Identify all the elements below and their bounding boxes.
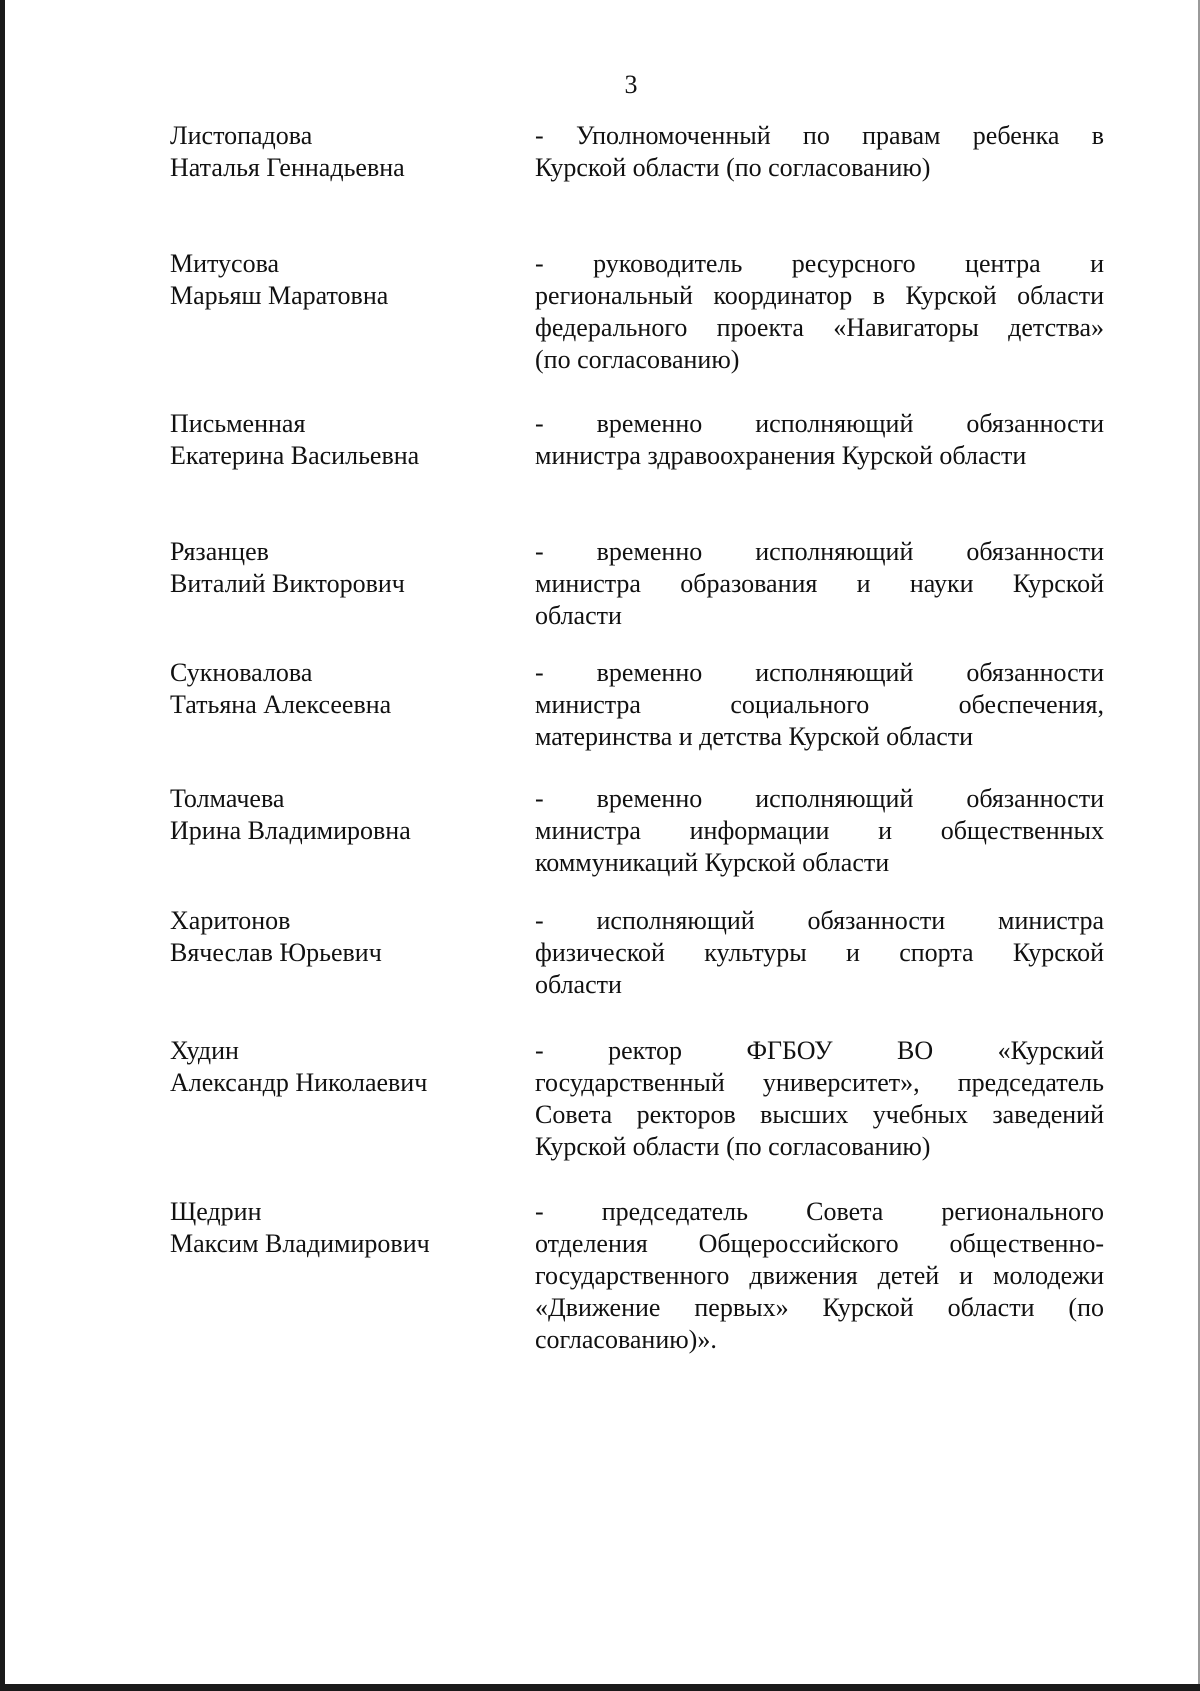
member-role-line: Курской области (по согласованию) [535, 1132, 931, 1161]
member-role-line: области [535, 970, 622, 999]
member-role-line: министра социального обеспечения, [535, 690, 1104, 719]
member-role-line: государственный университет», председатель [535, 1068, 1104, 1097]
member-given-names: Александр Николаевич [170, 1068, 428, 1097]
member-role-line: региональный координатор в Курской области [535, 281, 1104, 310]
member-name [170, 657, 500, 721]
scan-edge-left [0, 0, 5, 1691]
member-name [170, 248, 500, 312]
member-given-names: Вячеслав Юрьевич [170, 938, 382, 967]
member-given-names: Марьяш Маратовна [170, 281, 389, 310]
member-role-line: Курской области (по согласованию) [535, 153, 931, 182]
member-given-names: Максим Владимирович [170, 1229, 430, 1258]
member-surname: Письменная [170, 409, 306, 438]
member-given-names: Виталий Викторович [170, 569, 405, 598]
member-role [535, 783, 1104, 879]
member-role-line: министра информации и общественных [535, 816, 1104, 845]
member-name [170, 783, 500, 847]
member-role-line: министра здравоохранения Курской области [535, 441, 1027, 470]
member-name [170, 536, 500, 600]
member-role-line: области [535, 601, 622, 630]
member-surname: Сукновалова [170, 658, 313, 687]
member-role-line: материнства и детства Курской области [535, 722, 974, 751]
member-role [535, 408, 1104, 472]
member-role-line: - председатель Совета регионального [535, 1197, 1104, 1226]
member-role [535, 1196, 1104, 1356]
member-name [170, 1196, 500, 1260]
member-role-line: государственного движения детей и молодежи [535, 1261, 1104, 1290]
member-role [535, 120, 1104, 184]
page-number: 3 [624, 70, 638, 99]
member-surname: Худин [170, 1036, 239, 1065]
member-role [535, 657, 1104, 753]
member-surname: Рязанцев [170, 537, 269, 566]
member-name [170, 905, 500, 969]
member-role [535, 1035, 1104, 1163]
member-name [170, 120, 500, 184]
member-role-line: физической культуры и спорта Курской [535, 938, 1104, 967]
scan-edge-bottom [0, 1684, 1200, 1691]
member-role-line: - временно исполняющий обязанности [535, 784, 1104, 813]
member-role-line: министра образования и науки Курской [535, 569, 1104, 598]
member-given-names: Екатерина Васильевна [170, 441, 420, 470]
member-surname: Толмачева [170, 784, 285, 813]
member-role [535, 536, 1104, 632]
member-name [170, 408, 500, 472]
member-surname: Харитонов [170, 906, 291, 935]
member-role-line: коммуникаций Курской области [535, 848, 890, 877]
member-surname: Листопадова [170, 121, 313, 150]
member-role-line: согласованию)». [535, 1325, 717, 1354]
member-surname: Щедрин [170, 1197, 262, 1226]
member-role-line: - руководитель ресурсного центра и [535, 249, 1104, 278]
member-given-names: Наталья Геннадьевна [170, 153, 405, 182]
member-role-line: - ректор ФГБОУ ВО «Курский [535, 1036, 1104, 1065]
member-role-line: федерального проекта «Навигаторы детства» [535, 313, 1104, 342]
member-role-line: - временно исполняющий обязанности [535, 409, 1104, 438]
member-given-names: Ирина Владимировна [170, 816, 411, 845]
member-role-line: - исполняющий обязанности министра [535, 906, 1104, 935]
member-role-line: Совета ректоров высших учебных заведений [535, 1100, 1104, 1129]
member-role-line: - Уполномоченный по правам ребенка в [535, 121, 1104, 150]
member-role [535, 905, 1104, 1001]
member-role-line: (по согласованию) [535, 345, 740, 374]
member-role-line: «Движение первых» Курской области (по [535, 1293, 1104, 1322]
member-role-line: - временно исполняющий обязанности [535, 658, 1104, 687]
member-role [535, 248, 1104, 376]
member-given-names: Татьяна Алексеевна [170, 690, 392, 719]
member-role-line: отделения Общероссийского общественно- [535, 1229, 1104, 1258]
member-surname: Митусова [170, 249, 280, 278]
member-role-line: - временно исполняющий обязанности [535, 537, 1104, 566]
member-name [170, 1035, 500, 1099]
